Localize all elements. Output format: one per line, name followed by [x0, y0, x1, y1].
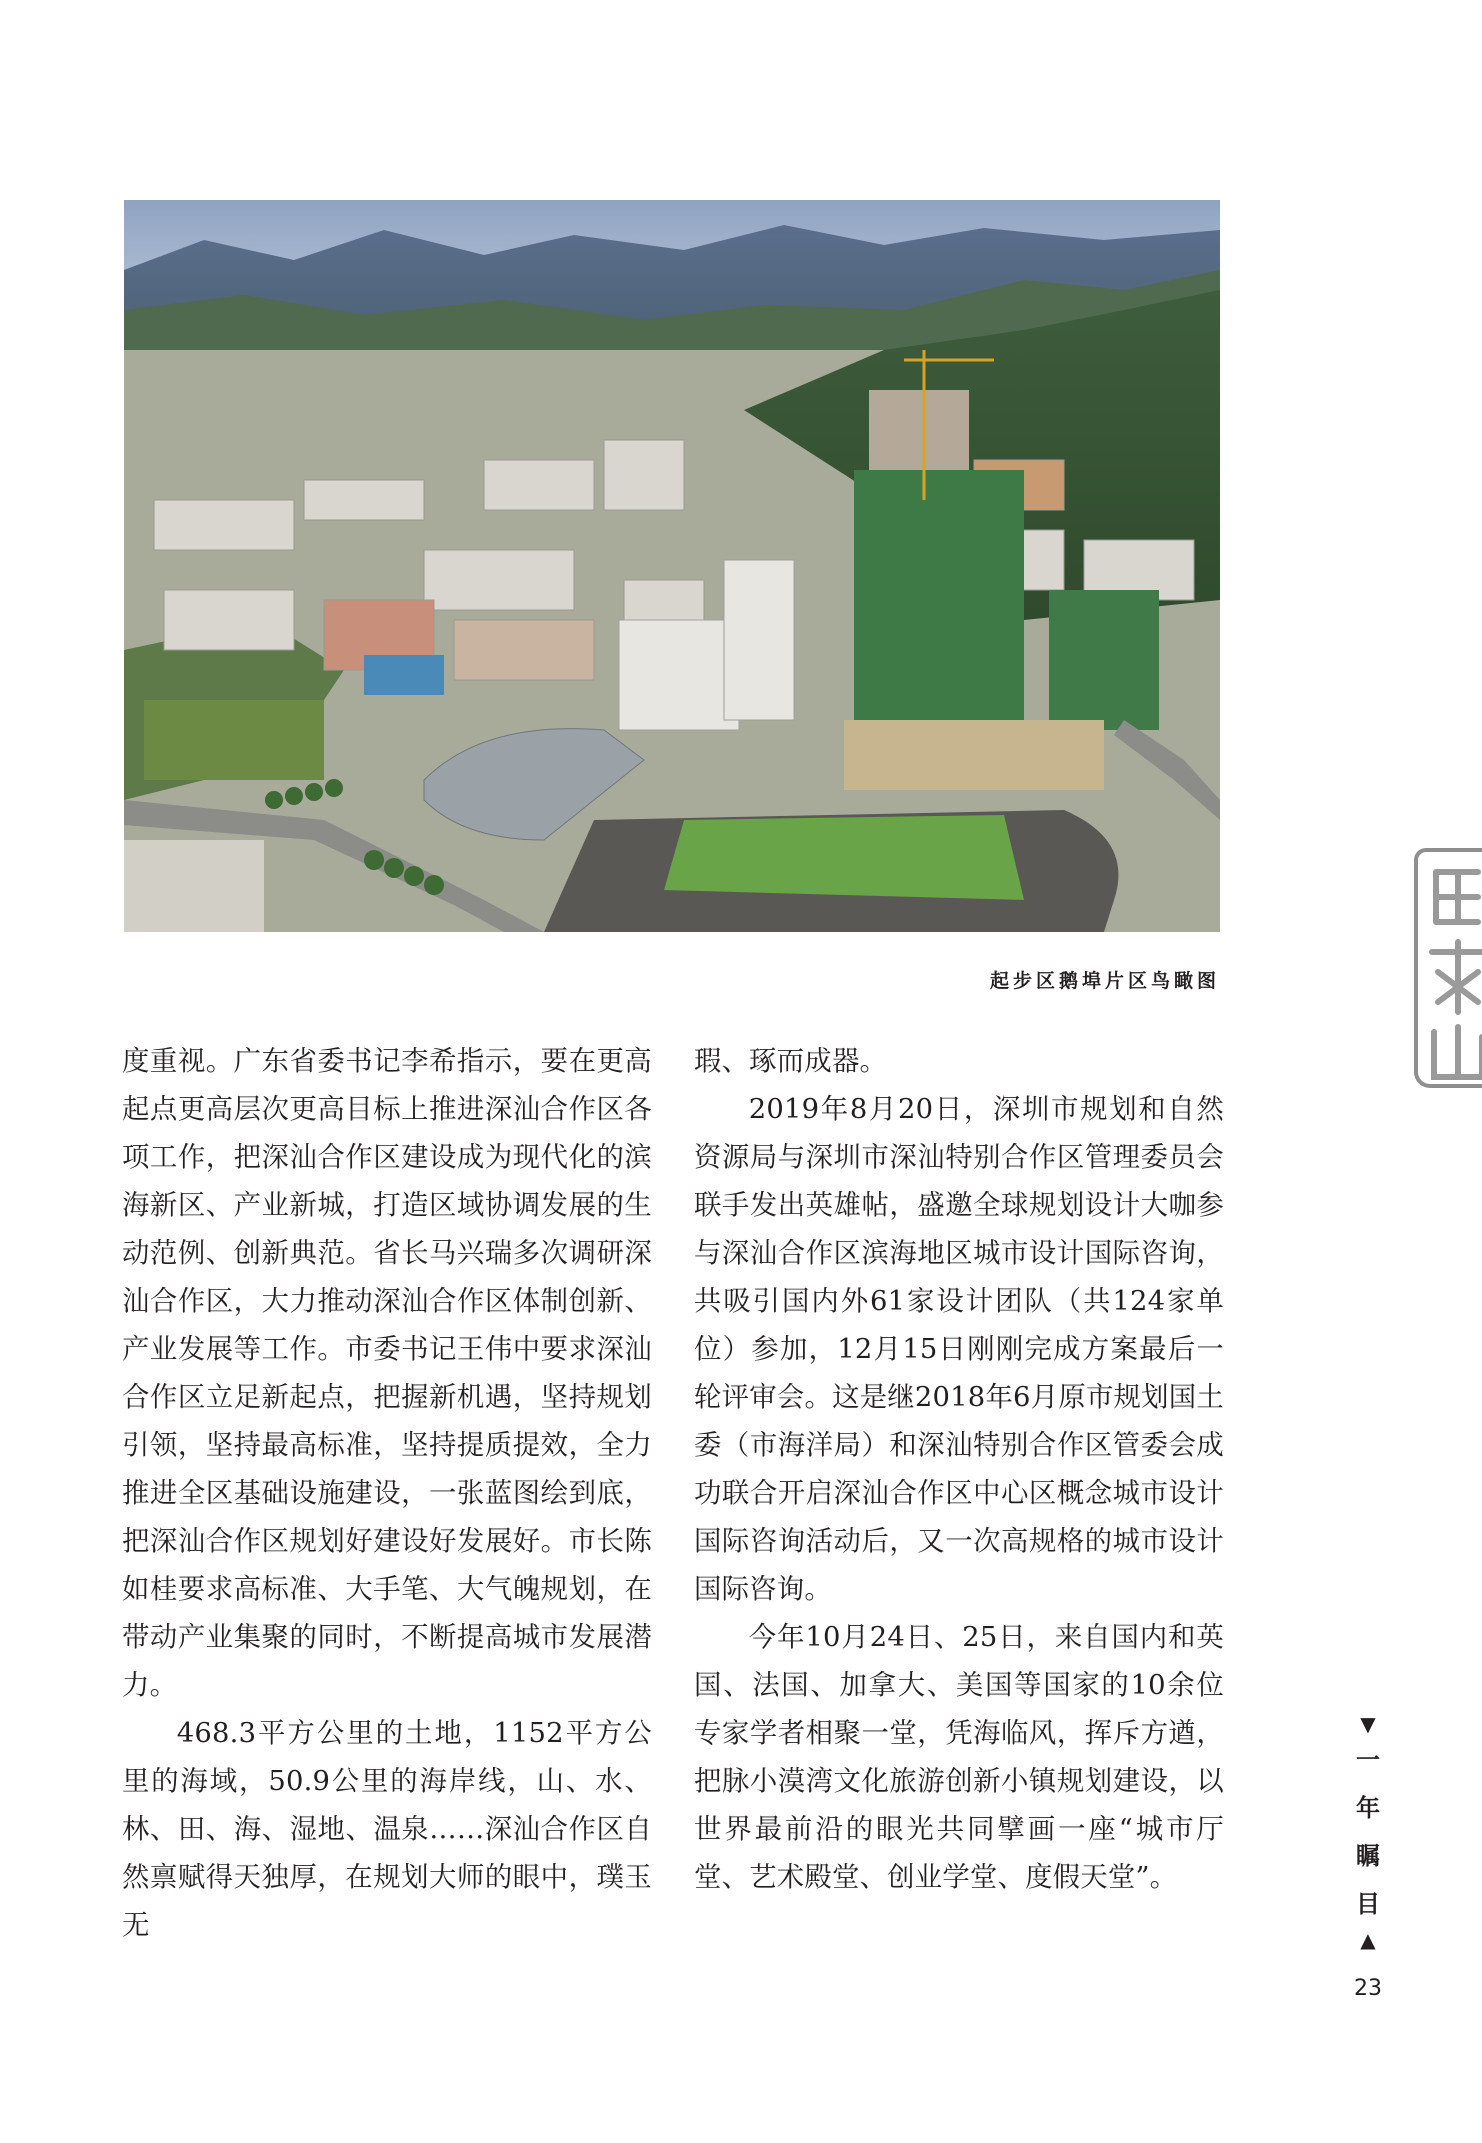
aerial-photo — [124, 200, 1220, 932]
court — [364, 655, 444, 695]
section-char: 目 — [1356, 1890, 1380, 1918]
page-number: 23 — [1354, 1976, 1382, 2001]
side-section-label — [1348, 1712, 1388, 1952]
paragraph: 瑕、琢而成器。 — [694, 1046, 888, 1077]
seal-icon — [1418, 852, 1482, 1088]
section-char: 年 — [1356, 1794, 1380, 1822]
decorative-seal — [1414, 848, 1482, 1088]
green-field — [144, 700, 324, 780]
paragraph: 今年10月24日、25日，来自国内和英国、法国、加拿大、美国等国家的10余位专家学者相聚一堂，凭海临风，挥斥方遒，把脉小漠湾文化旅游创新小镇规划建设，以世界最前沿的眼光共同擘画一座“城市厅堂、艺术殿堂、创业学堂、度假天堂”。 — [694, 1622, 1224, 1893]
left-column — [122, 1038, 652, 1950]
aerial-photo-illustration — [124, 200, 1220, 932]
paragraph: 2019年8月20日，深圳市规划和自然资源局与深圳市深汕特别合作区管理委员会联手发出英雄帖，盛邀全球规划设计大咖参与深汕合作区滨海地区城市设计国际咨询，共吸引国内外61家设计团队（共124家单位）参加，12月15日刚刚完成方案最后一轮评审会。这是继2018年6月原市规划国土委（市海洋局）和深汕特别合作区管委会成功联合开启深汕合作区中心区概念城市设计国际咨询活动后，又一次高规格的城市设计国际咨询。 — [694, 1094, 1224, 1605]
triangle-down-icon: ▼ — [1360, 1712, 1376, 1736]
right-column — [694, 1038, 1224, 1902]
triangle-up-icon: ▲ — [1360, 1928, 1376, 1952]
paragraph: 度重视。广东省委书记李希指示，要在更高起点更高层次更高目标上推进深汕合作区各项工作，把深汕合作区建设成为现代化的滨海新区、产业新城，打造区域协调发展的生动范例、创新典范。省长马兴瑞多次调研深汕合作区，大力推动深汕合作区体制创新、产业发展等工作。市委书记王伟中要求深汕合作区立足新起点，把握新机遇，坚持规划引领，坚持最高标准，坚持提质提效，全力推进全区基础设施建设，一张蓝图绘到底，把深汕合作区规划好建设好发展好。市长陈如桂要求高标准、大手笔、大气魄规划，在带动产业集聚的同时，不断提高城市发展潜力。 — [122, 1046, 652, 1701]
photo-caption: 起步区鹅埠片区鸟瞰图 — [989, 970, 1220, 992]
construction-site — [844, 720, 1104, 790]
paragraph: 468.3平方公里的土地，1152平方公里的海域，50.9公里的海岸线，山、水、林、田、海、湿地、温泉……深汕合作区自然禀赋得天独厚，在规划大师的眼中，璞玉无 — [122, 1718, 652, 1941]
section-char: 瞩 — [1356, 1842, 1380, 1870]
foreground-block — [124, 840, 264, 932]
stadium-field — [664, 815, 1024, 900]
section-char: 一 — [1356, 1746, 1380, 1774]
